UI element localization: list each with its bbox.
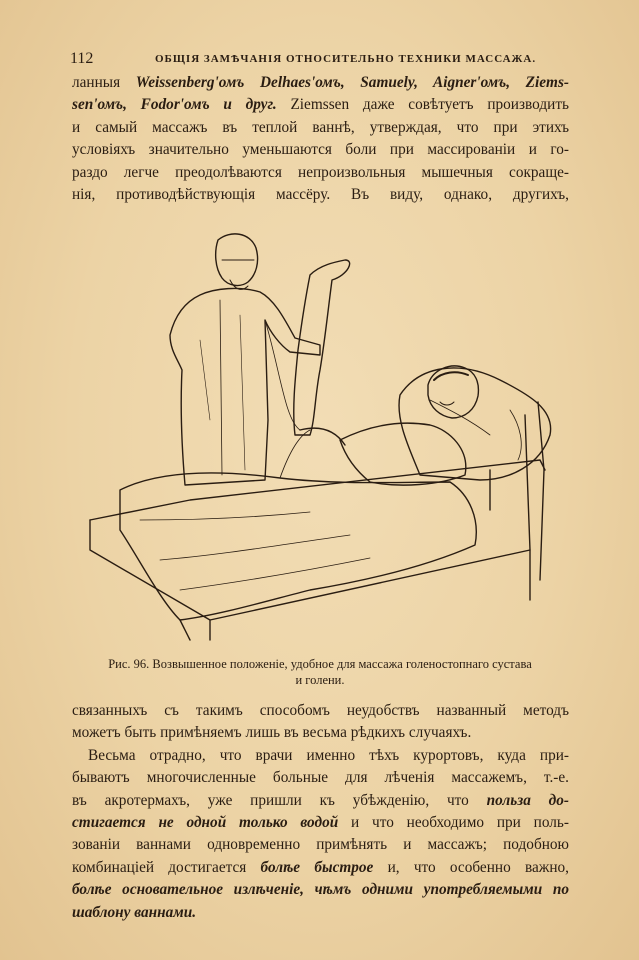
- text-line: шаблону ваннами.: [72, 903, 197, 921]
- massage-illustration: [70, 220, 570, 650]
- caption-line: Рис. 96. Возвышенное положеніе, удобное для массажа голеностопнаго сустава: [108, 657, 532, 671]
- text-line: комбинаціей достигается болѣе быстрое и, что особенно важно,: [72, 858, 569, 876]
- page-header: [70, 50, 569, 70]
- text-line: связанныхъ съ такимъ способомъ неудобствъ названный методъ: [72, 702, 569, 719]
- bottom-paragraphs: [72, 700, 569, 924]
- text-line: sen'омъ, Fodor'омъ и друг. Ziemssen даже совѣтуетъ производить: [72, 96, 569, 114]
- text-line: можетъ быть примѣняемъ лишь въ весьма рѣдкихъ случаяхъ.: [72, 724, 472, 742]
- text-line: зованіи ваннами одновременно примѣнять и массажъ; подобною: [72, 836, 569, 854]
- running-title: ОБЩІЯ ЗАМѢЧАНІЯ ОТНОСИТЕЛЬНО ТЕХНИКИ МАССАЖА.: [155, 53, 537, 65]
- text-line: стигается не одной только водой и что необходимо при поль-: [72, 814, 569, 832]
- text-line: бываютъ многочисленные больные для лѣченія массажемъ, т.-е.: [72, 769, 569, 787]
- bed-frame: [90, 402, 545, 640]
- blanket: [120, 430, 476, 620]
- top-paragraph: [72, 72, 569, 206]
- patient-head: [428, 366, 478, 418]
- patient-body: [300, 423, 466, 485]
- text-line: нія, противодѣйствующія массёру. Въ виду, однако, другихъ,: [72, 186, 569, 204]
- text-line: раздо легче преодолѣваются непроизвольныя мышечныя сокраще-: [72, 163, 569, 181]
- text-line: ланныя Weissenberg'омъ Delhaes'омъ, Samuely, Aigner'омъ, Ziems-: [72, 74, 569, 91]
- text-line: и самый массажъ въ теплой ваннѣ, утверждая, что при этихъ: [72, 118, 569, 136]
- text-line: условіяхъ значительно уменьшаются боли при массированіи и го-: [72, 141, 569, 159]
- text-line: болѣе основательное излѣченіе, чѣмъ одними употребляемыми по: [72, 881, 569, 899]
- caption-line: и голени.: [295, 673, 345, 687]
- text-line: Весьма отрадно, что врачи именно тѣхъ курортовъ, куда при-: [88, 746, 569, 764]
- text-line: въ акротермахъ, уже пришли къ убѣжденію, что польза до-: [72, 791, 569, 809]
- page-number: 112: [70, 50, 94, 67]
- figure-caption: [70, 656, 570, 688]
- raised-leg: [294, 260, 350, 435]
